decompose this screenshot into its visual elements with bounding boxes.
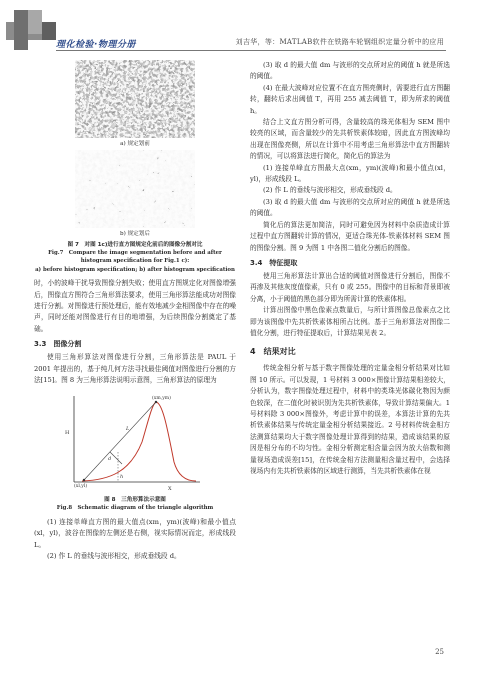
triangle-algorithm-diagram bbox=[60, 392, 210, 492]
running-title: 刘吉华，等：MATLAB软件在铁路车轮钢组织定量分析中的应用 bbox=[235, 38, 444, 46]
paragraph: 时，小的波峰干扰导致图像分割失败；使用直方图规定化对图像增强后，图像直方图符合三角形算法要求，使用三角形算法能成功对图像进行分割。对图像进行预处理后，能有效地减少金相图像中存在的噪声，同时还能对图像进行有目的地增强，为后续图像分割奠定了基础。 bbox=[34, 279, 236, 333]
paragraph: 结合上文直方图分析可得，含量较高的珠光体相为 SEM 图中较亮的区域，而含量较少的先共析铁素体较暗，因此直方图波峰均出现在图像亮侧，所以在计算中不用考虑三角形算法中直方图翻转的情况，可以将算法进行简化，简化后的算法为 bbox=[250, 118, 450, 161]
segment-L bbox=[84, 402, 156, 480]
label-h: h bbox=[120, 474, 124, 481]
histogram-curve bbox=[82, 402, 196, 481]
paragraph: 计算出图像中黑色像素点数量后，与所计算图像总像素点之比即为该图像中先共析铁素体相所占比例。基于三角形算法对图像二值化分割，进行特征提取后，计算结果见表 2。 bbox=[250, 306, 450, 337]
paragraph: (4) 在最大波峰对应位置不在直方图亮侧时，需要进行直方图翻转，翻转后求出阈值 T，再用 255 减去阈值 T，即为所求的阈值 h。 bbox=[250, 83, 450, 115]
journal-logo-icon bbox=[6, 10, 56, 50]
axis-label-y: H bbox=[65, 430, 70, 437]
paragraph: 传统金相分析与基于数字图像处理的定量金相分析结果对比如图 10 所示。可以发现，1 号材料 3 000×图像计算结果相差较大，分析认为，数字图像处理过程中，材料中的类珠光体碳化物因为颜色较深，在二值化时被识别为先共析铁素体，导致计算结果偏大。1 号材料除 3 000×图像外，考虑计算中的误差，本算法计算的先共析铁素体结果与传统定量金相分析结果接近。2 号材料传统金相方法测算结果均大于数字图像处理计算得到的结果，造成该结果的原因是相分布的不均匀性。金相分析测定相含量会因为放大倍数和测量视场造成误差[15]，在传统金相方法测量相含量过程中，会选择视场内有先共析铁素体的区域进行测算，当先共析铁素体在视 bbox=[250, 364, 450, 475]
section-heading-3-3: 3.3 图像分割 bbox=[34, 340, 82, 349]
journal-name: 理化检验·物理分册 bbox=[56, 40, 136, 50]
page-number: 25 bbox=[435, 648, 444, 656]
paragraph: 使用三角形算法对图像进行分割，三角形算法是 PAUL 于 2001 年提出的，基于纯几何方法寻找最佳阈值对图像进行分割的方法[15]。图 8 为三角形算法说明示意图，三角形算法的原理为 bbox=[34, 353, 236, 385]
subfigure-a-label: a) 规定划前 bbox=[120, 141, 150, 147]
figure-7-caption-cn: 图 7 对图 1c)进行直方图规定化前后的图像分割对比 bbox=[67, 242, 203, 248]
left-column bbox=[34, 60, 236, 563]
min-point bbox=[83, 479, 85, 481]
header-rule bbox=[56, 50, 446, 51]
paragraph: (2) 作 L 的垂线与波形相交，形成垂线段 d。 bbox=[47, 552, 181, 561]
paragraph: (1) 连接单峰直方图最大点(xm，ym)(波峰)和最小值点(xl，yl)，形成线段 L。 bbox=[250, 163, 450, 184]
section-heading-3-4: 3.4 特征提取 bbox=[250, 258, 298, 267]
right-column bbox=[250, 60, 450, 477]
label-d: d bbox=[108, 456, 112, 463]
axis-label-x: X bbox=[168, 486, 172, 493]
peak-point bbox=[155, 401, 157, 403]
paragraph: (2) 作 L 的垂线与波形相交，形成垂线段 d。 bbox=[263, 186, 397, 195]
segment-d bbox=[110, 452, 122, 464]
figure-7-caption-en-line3: a) before histogram specification; b) after histogram specification bbox=[35, 266, 235, 273]
figure-7-caption-en bbox=[34, 249, 236, 274]
min-point-label: (xl,yl) bbox=[74, 484, 88, 490]
paragraph: (1) 连接单峰直方图的最大值点(xm，ym)(波峰)和最小值点(xl，yl)，波谷在图像的左侧还是右侧，视实际情况而定，形成线段 L。 bbox=[34, 517, 236, 549]
paragraph: (3) 取 d 的最大值 dm 与波形的交点所对应的阈值 h 就是所选的阈值。 bbox=[250, 61, 450, 81]
micrograph-after bbox=[75, 150, 195, 228]
figure-7-caption-en-line1: Fig.7 Compare the image segmentation before and after bbox=[48, 250, 222, 256]
figure-8-caption-en: Fig.8 Schematic diagram of the triangle algorithm bbox=[56, 505, 214, 512]
peak-point-label: (xm,ym) bbox=[152, 396, 171, 402]
label-L: L bbox=[126, 426, 130, 433]
paragraph: (3) 取 d 的最大值 dm 与波形的交点所对应的阈值 h 就是所选的阈值。 bbox=[250, 197, 450, 218]
figure-7-caption-en-line2: histogram specification for Fig.1 c): bbox=[80, 258, 190, 265]
micrograph-before bbox=[75, 60, 195, 138]
paragraph: 简化后的算法更加简洁，同时可避免因为材料中杂质造成计算过程中直方图翻转计算的情况，更适合珠光体-铁素体材料 SEM 图的图像分割。图 9 为图 1 中各图二值化分割后的图像。 bbox=[250, 220, 450, 252]
paragraph: 使用三角形算法计算出合适的阈值对图像进行分割后，图像不再渗及其他灰度值像素，只有 0 或 255。图像中的目标和背景即被分离，小于阈值的黑色部分即为所需计算的铁素体相。 bbox=[250, 271, 450, 303]
subfigure-b-label: b) 规定划后 bbox=[120, 231, 150, 237]
figure-8-caption-cn: 图 8 三角形算法示意图 bbox=[104, 497, 166, 504]
section-heading-4: 4 结果对比 bbox=[250, 347, 296, 357]
